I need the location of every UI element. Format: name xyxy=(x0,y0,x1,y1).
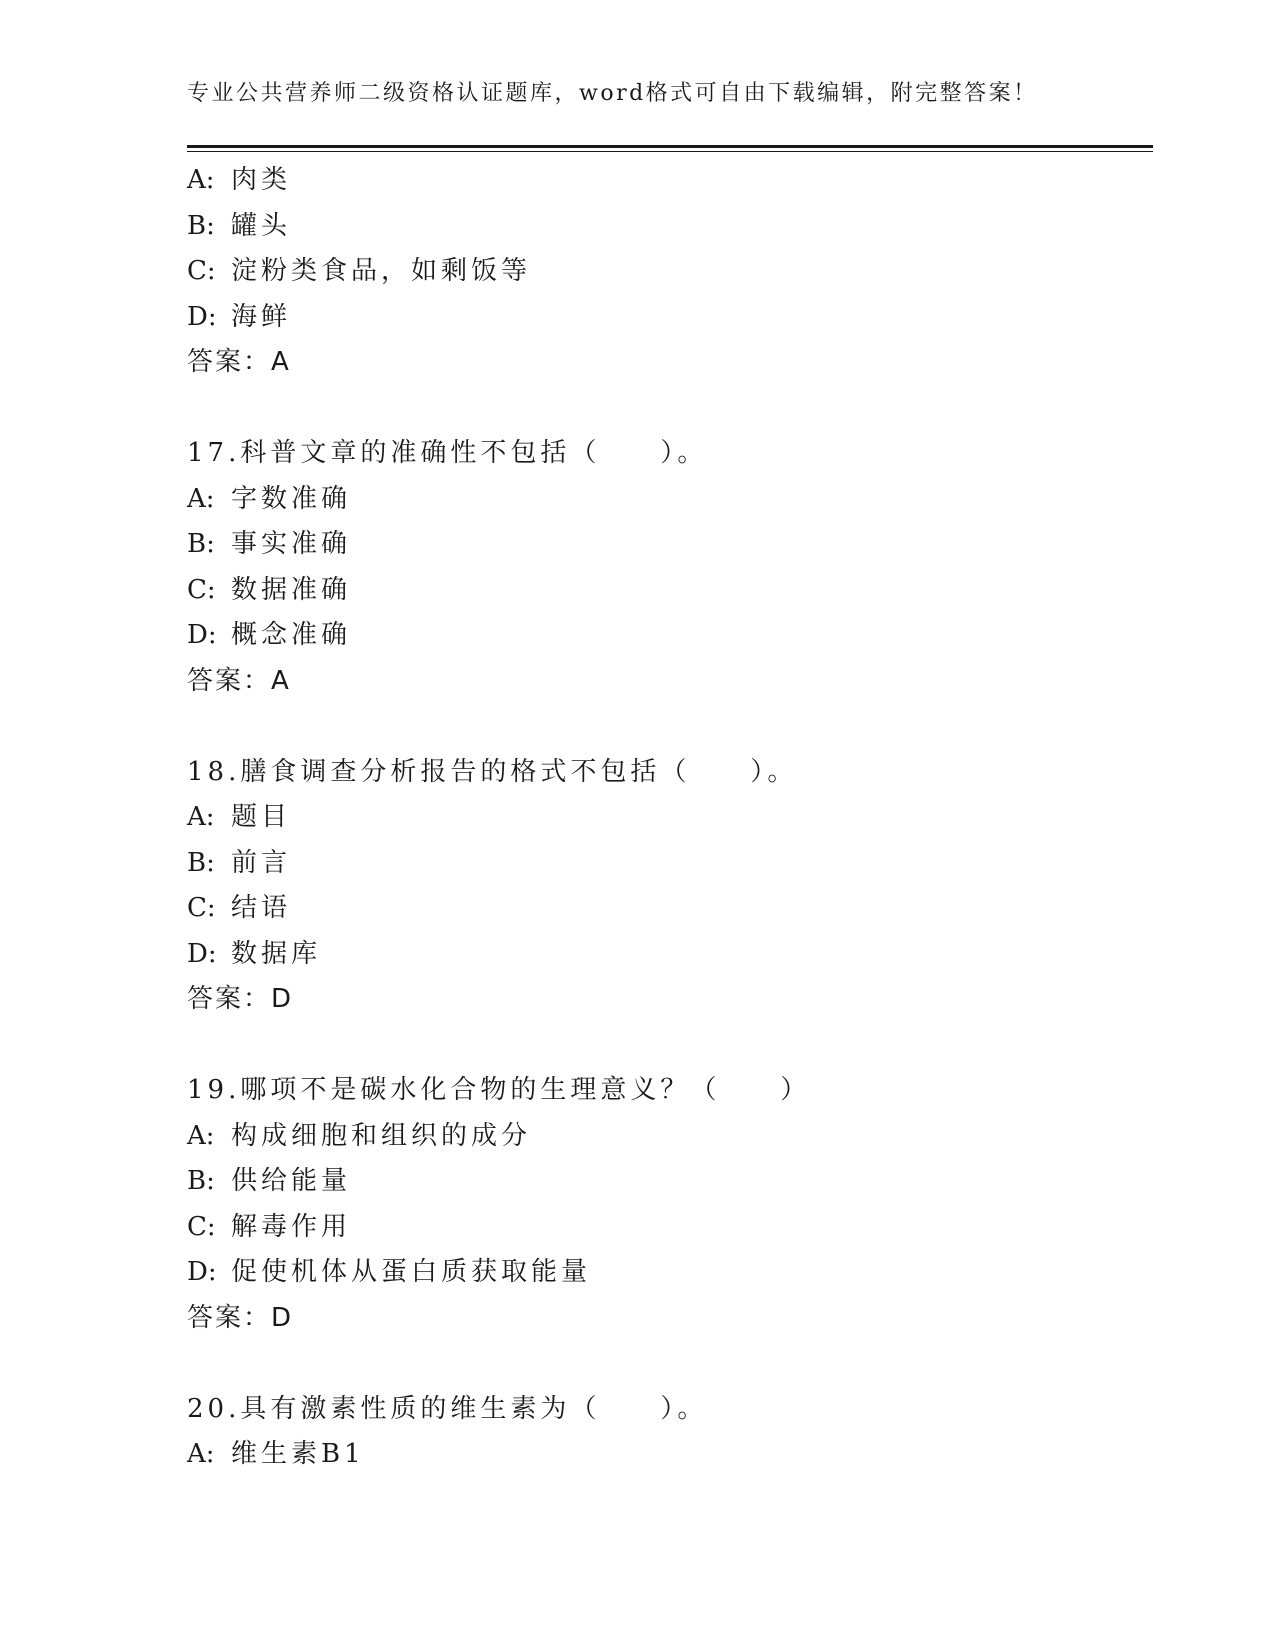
spacer xyxy=(187,704,1153,750)
option-key: A: xyxy=(187,165,215,195)
question-text: 19.哪项不是碳水化合物的生理意义？（ ） xyxy=(187,1075,811,1105)
question-text: 17.科普文章的准确性不包括（ ）。 xyxy=(187,438,708,468)
option-text: 题目 xyxy=(231,802,292,832)
option-key: C: xyxy=(187,893,216,923)
spacer xyxy=(187,1023,1153,1069)
option-text: 前言 xyxy=(231,847,292,878)
option-key: A: xyxy=(187,802,215,832)
question-list xyxy=(187,158,1153,1478)
header-rule-thin xyxy=(187,151,1153,152)
answer-line: 答案：A xyxy=(187,347,291,377)
answer-line: 答案：D xyxy=(187,984,294,1014)
header-rule-thick xyxy=(187,145,1153,148)
option-line xyxy=(187,477,1153,523)
option-key: D: xyxy=(187,1257,217,1287)
option-line xyxy=(187,1114,1153,1160)
option-text: 维生素B1 xyxy=(231,1439,365,1469)
option-line xyxy=(187,886,1153,932)
option-line xyxy=(187,613,1153,659)
option-key: A: xyxy=(187,1120,215,1151)
option-text: 数据库 xyxy=(231,938,322,969)
option-line xyxy=(187,249,1153,295)
option-line xyxy=(187,204,1153,250)
option-text: 概念准确 xyxy=(231,620,352,650)
option-text: 结语 xyxy=(231,893,292,923)
option-text: 罐头 xyxy=(231,210,292,241)
option-key: B: xyxy=(187,1166,215,1196)
answer-line: 答案：D xyxy=(187,1302,294,1333)
option-text: 海鲜 xyxy=(231,301,292,332)
option-text: 肉类 xyxy=(231,165,292,195)
spacer xyxy=(187,386,1153,432)
option-text: 供给能量 xyxy=(231,1166,352,1196)
option-line xyxy=(187,1250,1153,1296)
answer-line: 答案：A xyxy=(187,665,291,696)
spacer xyxy=(187,1341,1153,1387)
question-text: 18.膳食调查分析报告的格式不包括（ ）。 xyxy=(187,756,798,787)
option-line xyxy=(187,1205,1153,1251)
option-key: B: xyxy=(187,847,215,878)
option-text: 数据准确 xyxy=(231,574,352,605)
option-line xyxy=(187,295,1153,341)
option-line xyxy=(187,932,1153,978)
option-key: B: xyxy=(187,210,215,241)
option-line xyxy=(187,795,1153,841)
option-text: 促使机体从蛋白质获取能量 xyxy=(231,1257,592,1287)
option-line xyxy=(187,158,1153,204)
option-line xyxy=(187,568,1153,614)
option-text: 构成细胞和组织的成分 xyxy=(231,1120,532,1151)
option-line xyxy=(187,841,1153,887)
option-key: C: xyxy=(187,574,216,605)
option-text: 字数准确 xyxy=(231,483,352,514)
option-key: D: xyxy=(187,938,217,969)
option-key: C: xyxy=(187,1211,216,1242)
page-header: 专业公共营养师二级资格认证题库，word格式可自由下载编辑，附完整答案！ xyxy=(187,81,1038,106)
option-line xyxy=(187,522,1153,568)
option-text: 解毒作用 xyxy=(231,1211,352,1242)
option-key: C: xyxy=(187,256,216,286)
option-key: D: xyxy=(187,620,217,650)
option-key: D: xyxy=(187,301,217,332)
option-line xyxy=(187,1159,1153,1205)
option-key: A: xyxy=(187,483,215,514)
question-text: 20.具有激素性质的维生素为（ ）。 xyxy=(187,1393,708,1424)
option-text: 淀粉类食品，如剩饭等 xyxy=(231,256,532,286)
option-key: B: xyxy=(187,529,215,559)
option-text: 事实准确 xyxy=(231,529,352,559)
option-key: A: xyxy=(187,1439,215,1469)
option-line xyxy=(187,1432,1153,1478)
